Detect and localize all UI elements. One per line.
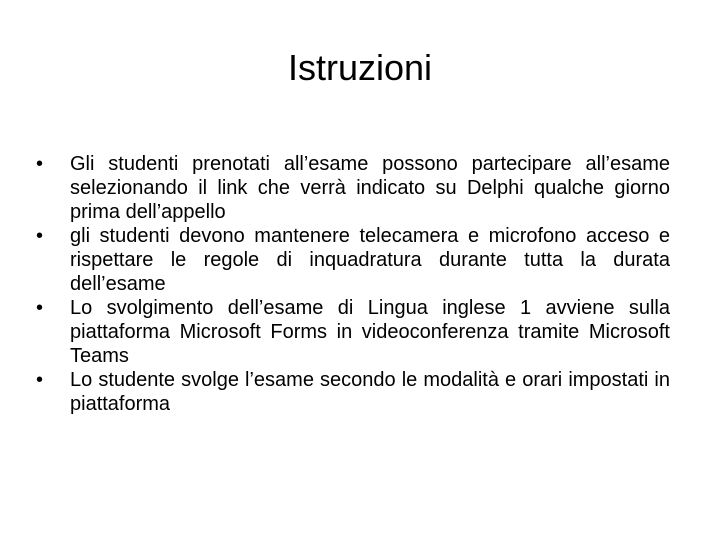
bullet-icon: • — [36, 153, 44, 175]
bullet-text: Lo svolgimento dell’esame di Lingua inglese 1 avviene sulla piattaforma Microsoft Forms in videoconferenza tramite Microsoft Teams — [70, 297, 670, 367]
bullet-icon: • — [36, 225, 44, 247]
bullet-text: gli studenti devono mantenere telecamera e microfono acceso e rispettare le regole di inquadratura durante tutta la durata dell’esame — [70, 225, 670, 295]
bullet-item — [36, 224, 670, 296]
slide-title: Istruzioni — [287, 47, 433, 88]
bullet-item — [36, 296, 670, 368]
bullet-text: Lo studente svolge l’esame secondo le modalità e orari impostati in piattaforma — [70, 369, 670, 415]
bullet-text: Gli studenti prenotati all’esame possono partecipare all’esame selezionando il link che verrà indicato su Delphi qualche giorno prima dell’appello — [70, 153, 670, 223]
bullet-icon: • — [36, 297, 44, 319]
bullet-item — [36, 152, 670, 224]
bullet-item — [36, 368, 670, 416]
bullet-list — [36, 152, 670, 416]
bullet-icon: • — [36, 369, 44, 391]
